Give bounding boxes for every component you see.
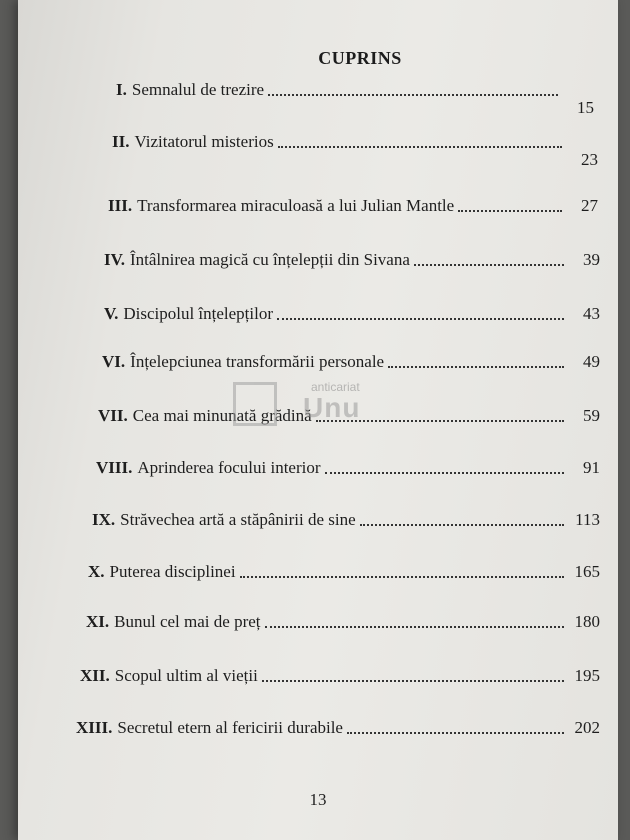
chapter-title: Aprinderea focului interior	[137, 458, 321, 477]
leader-dots	[262, 680, 564, 682]
page-number: 13	[309, 790, 327, 809]
chapter-page: 27	[581, 196, 598, 215]
toc-entry	[92, 510, 600, 530]
chapter-number: VI.	[102, 352, 126, 371]
toc-entry	[108, 196, 598, 216]
chapter-page: 23	[581, 150, 598, 169]
toc-entry	[76, 718, 600, 738]
chapter-title: Cea mai minunată grădină	[132, 406, 312, 425]
chapter-page: 202	[574, 718, 600, 737]
leader-dots	[347, 732, 564, 734]
chapter-page: 59	[583, 406, 600, 425]
chapter-title: Scopul ultim al vieții	[114, 666, 258, 685]
chapter-page: 195	[574, 666, 600, 685]
chapter-number: XIII.	[76, 718, 113, 737]
chapter-page: 43	[583, 304, 600, 323]
chapter-number: XII.	[80, 666, 110, 685]
table-of-contents	[18, 0, 618, 840]
toc-entry	[116, 80, 594, 117]
chapter-page: 91	[583, 458, 600, 477]
chapter-page: 15	[577, 98, 594, 117]
toc-entry	[112, 132, 598, 169]
chapter-title: Secretul etern al fericirii durabile	[117, 718, 343, 737]
toc-entry	[96, 458, 600, 478]
chapter-number: X.	[88, 562, 105, 581]
leader-dots	[265, 626, 565, 628]
chapter-number: XI.	[86, 612, 110, 631]
toc-entry	[88, 562, 600, 582]
watermark-big-text: Unu	[303, 392, 361, 423]
chapter-number: V.	[104, 304, 119, 323]
book-page	[18, 0, 618, 840]
chapter-title: Vizitatorul misterios	[134, 132, 274, 151]
chapter-number: VII.	[98, 406, 128, 425]
chapter-page: 39	[583, 250, 600, 269]
leader-dots	[360, 524, 564, 526]
toc-entry	[102, 352, 600, 372]
chapter-number: VIII.	[96, 458, 133, 477]
watermark-small-text: anticariat	[311, 380, 360, 394]
chapter-number: III.	[108, 196, 133, 215]
chapter-title: Semnalul de trezire	[131, 80, 265, 99]
chapter-title: Bunul cel mai de preț	[114, 612, 261, 631]
page-title: CUPRINS	[318, 48, 402, 68]
chapter-page: 165	[574, 562, 600, 581]
chapter-title: Puterea disciplinei	[109, 562, 236, 581]
leader-dots	[325, 472, 564, 474]
toc-entry	[80, 666, 600, 686]
chapter-page: 49	[583, 352, 600, 371]
chapter-page: 180	[574, 612, 600, 631]
toc-entry	[98, 406, 600, 426]
chapter-title: Străvechea artă a stăpânirii de sine	[120, 510, 356, 529]
chapter-number: II.	[112, 132, 130, 151]
leader-dots	[268, 94, 558, 96]
leader-dots	[240, 576, 564, 578]
chapter-number: IV.	[104, 250, 125, 269]
leader-dots	[414, 264, 564, 266]
leader-dots	[278, 146, 562, 148]
toc-entry	[104, 250, 600, 270]
leader-dots	[458, 210, 562, 212]
leader-dots	[316, 420, 564, 422]
chapter-title: Întâlnirea magică cu înțelepții din Sivana	[129, 250, 410, 269]
toc-entry	[104, 304, 600, 324]
chapter-number: I.	[116, 80, 127, 99]
chapter-title: Înțelepciunea transformării personale	[130, 352, 385, 371]
toc-entry	[86, 612, 600, 632]
chapter-title: Transformarea miraculoasă a lui Julian Mantle	[137, 196, 455, 215]
chapter-page: 113	[575, 510, 600, 529]
leader-dots	[388, 366, 564, 368]
chapter-title: Discipolul înțelepților	[123, 304, 274, 323]
leader-dots	[277, 318, 564, 320]
chapter-number: IX.	[92, 510, 116, 529]
